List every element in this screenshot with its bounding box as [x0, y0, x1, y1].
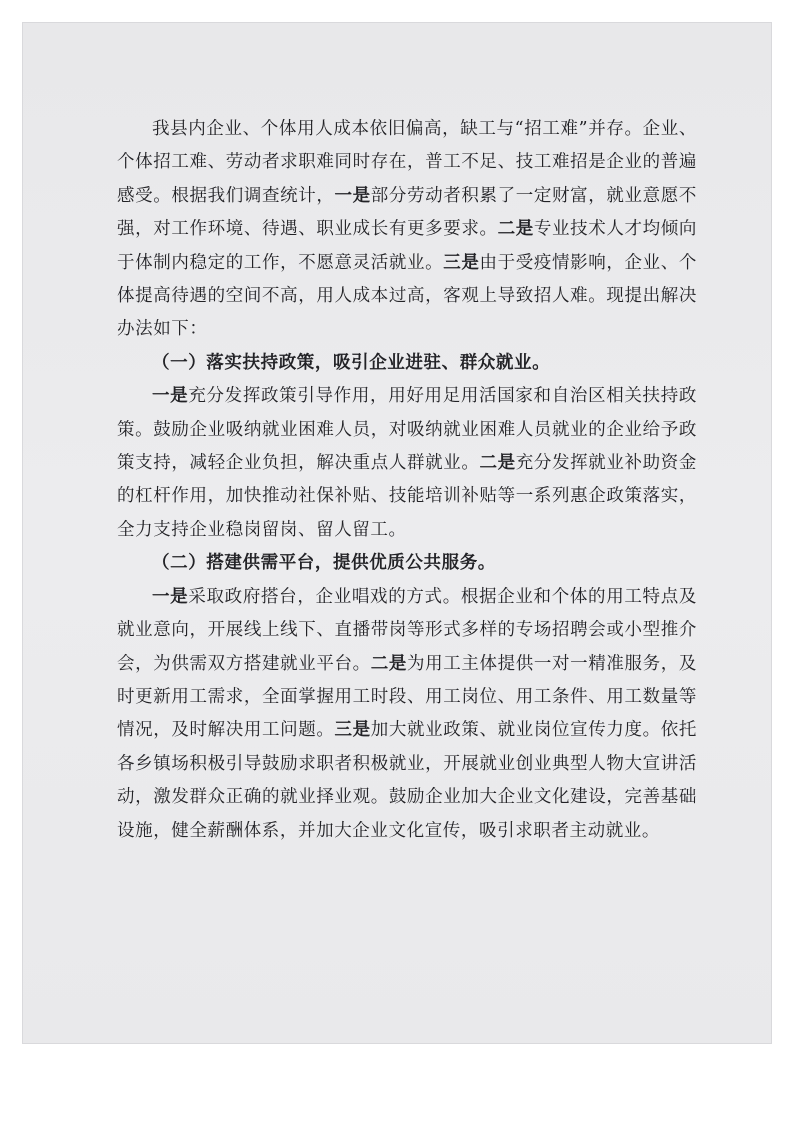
heading-text: （二）搭建供需平台，提供优质公共服务。 — [152, 553, 496, 574]
keyword-first: 一是 — [152, 386, 189, 407]
text-segment: 充分发挥就业补助资金的杠杆作用，加快推动社保补贴、技能培训补贴等一系列惠企政策落实，全力支持企业稳岗留岗、留人留工。 — [117, 453, 698, 540]
keyword-second: 二是 — [479, 453, 516, 474]
paragraph-section-2 — [117, 581, 697, 848]
section-heading-1 — [117, 347, 697, 380]
text-segment: 加大就业政策、就业岗位宣传力度。依托各乡镇场积极引导鼓励求职者积极就业，开展就业创业典型人物大宣讲活动，激发群众正确的就业择业观。鼓励企业加大企业文化建设，完善基础设施，健全薪酬体系，并加大企业文化宣传，吸引求职者主动就业。 — [117, 720, 698, 841]
keyword-second: 二是 — [497, 219, 534, 240]
keyword-third: 三是 — [334, 720, 371, 741]
heading-text: （一）落实扶持政策，吸引企业进驻、群众就业。 — [152, 352, 551, 373]
text-segment: 采取政府搭台，企业唱戏的方式。根据企业和个体的用工特点及就业意向，开展线上线下、直播带岗等形式多样的专场招聘会或小型推介会，为供需双方搭建就业平台。 — [117, 586, 697, 674]
keyword-third: 三是 — [443, 252, 480, 273]
keyword-first: 一是 — [334, 185, 371, 206]
paragraph-intro — [117, 113, 697, 347]
section-heading-2 — [117, 547, 697, 580]
paragraph-section-1 — [117, 380, 697, 547]
text-segment: 专业技术人才均倾向于体制内稳定的工作，不愿意灵活就业。 — [117, 219, 698, 273]
text-segment: 充分发挥政策引导作用，用好用足用活国家和自治区相关扶持政策。鼓励企业吸纳就业困难人员，对吸纳就业困难人员就业的企业给予政策支持，减轻企业负担，解决重点人群就业。 — [117, 386, 697, 474]
text-segment: 为用工主体提供一对一精准服务，及时更新用工需求，全面掌握用工时段、用工岗位、用工条件、用工数量等情况，及时解决用工问题。 — [117, 653, 698, 741]
document-body — [117, 113, 697, 848]
text-segment: 由于受疫情影响，企业、个体提高待遇的空间不高，用人成本过高，客观上导致招人难。现提出解决办法如下： — [117, 252, 698, 340]
text-segment: 部分劳动者积累了一定财富，就业意愿不强，对工作环境、待遇、职业成长有更多要求。 — [117, 185, 698, 240]
keyword-first: 一是 — [152, 586, 189, 607]
keyword-second: 二是 — [370, 653, 408, 674]
text-segment: 我县内企业、个体用人成本依旧偏高，缺工与“招工难”并存。企业、个体招工难、劳动者求职难同时存在，普工不足、技工难招是企业的普遍感受。根据我们调查统计， — [117, 119, 697, 206]
